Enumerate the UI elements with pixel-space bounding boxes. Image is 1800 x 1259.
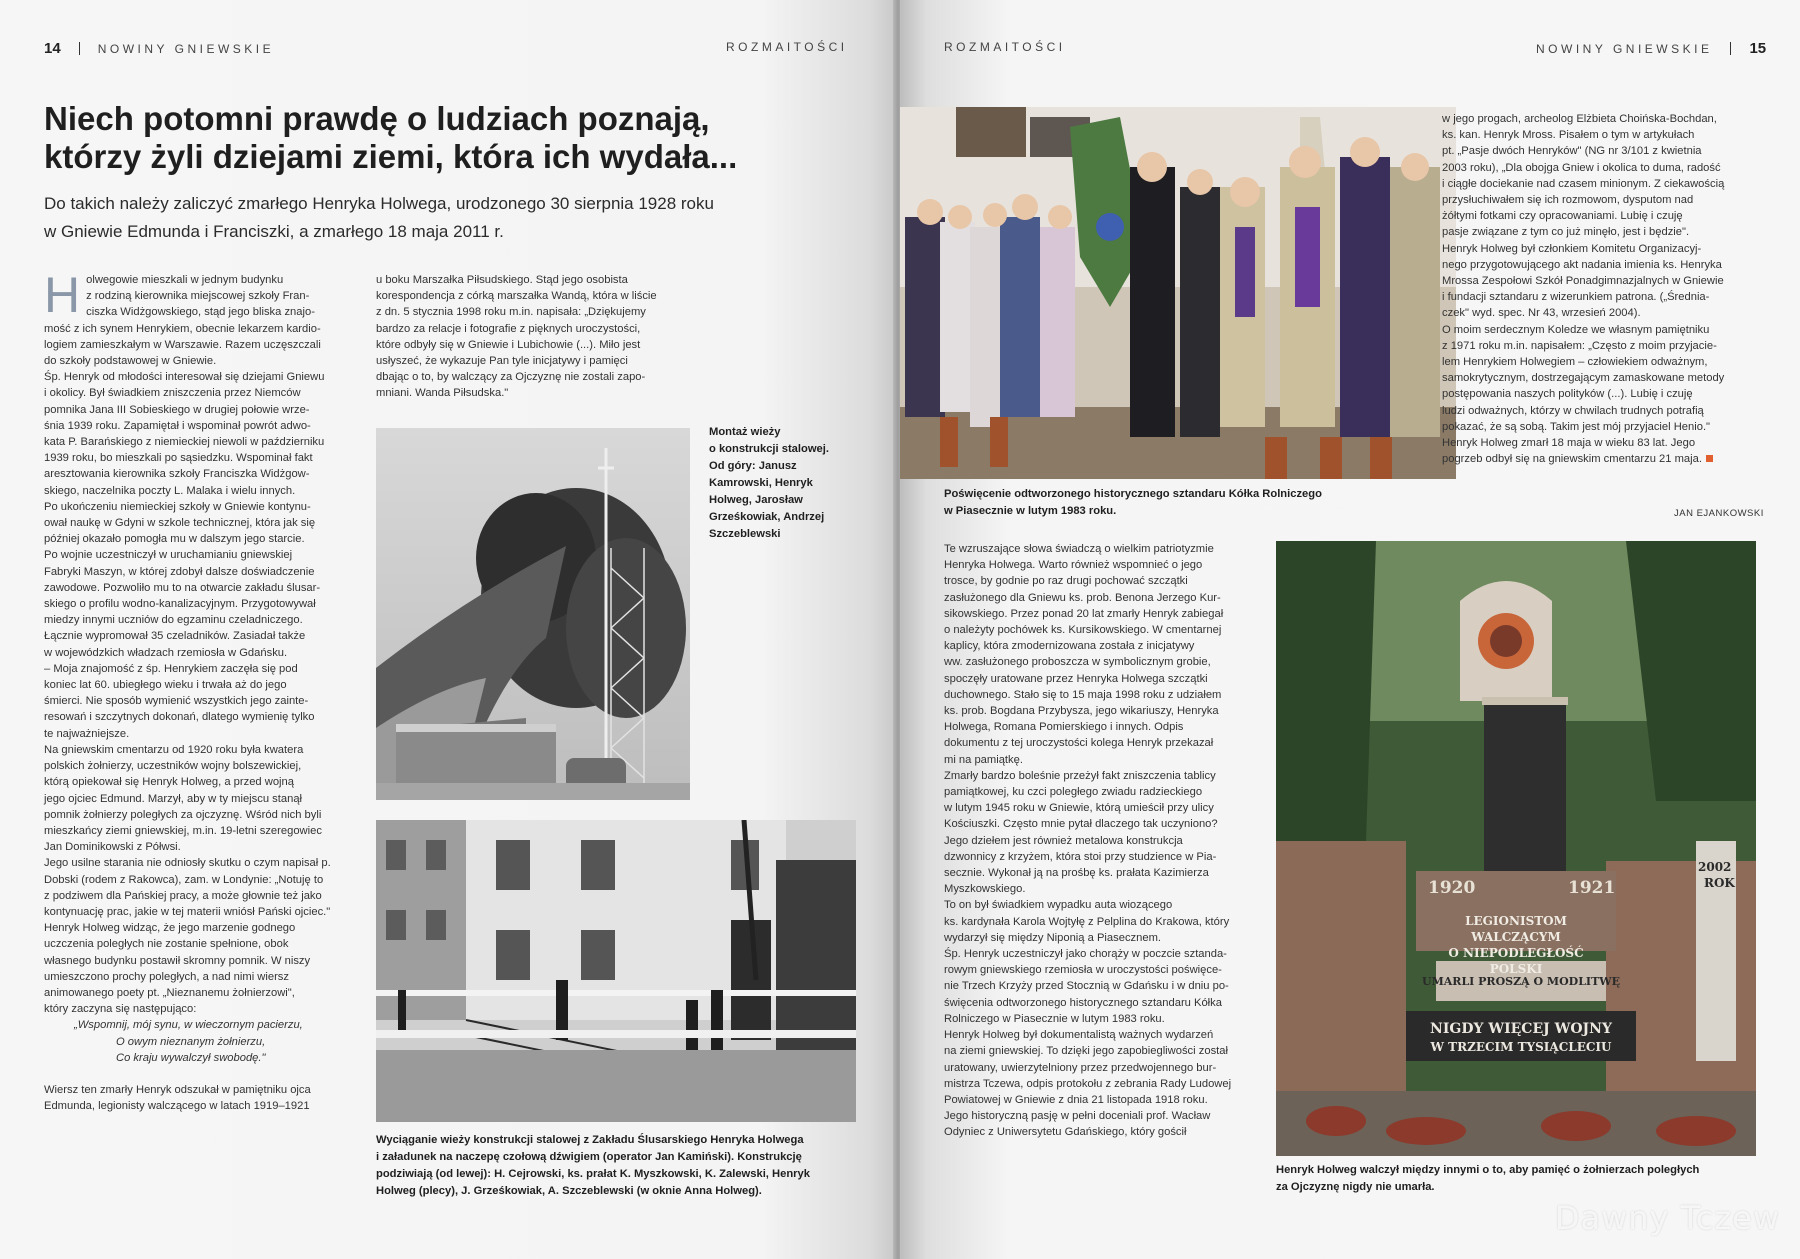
caption-loading [376, 1132, 866, 1200]
text-line: – Moja znajomość z śp. Henrykiem zaczęła się pod [44, 662, 298, 675]
text-line: Henryk Holweg był członkiem Komitetu Organizacyj- [1442, 242, 1702, 255]
section-label-left: ROZMAITOŚCI [726, 40, 848, 54]
monument-year-left: 1920 [1428, 878, 1476, 898]
text-line: ludzi odważnych, którzy w chwilach trudnych potrafią [1442, 404, 1704, 417]
text-line: Zmarły bardzo boleśnie przeżył fakt zniszczenia tablicy [944, 769, 1216, 782]
text-line: mi na pamiątkę. [944, 753, 1023, 766]
text-line: Na gniewskim cmentarzu od 1920 roku była kwatera [44, 743, 304, 756]
text-line: Henryk Holweg zmarł 18 maja w wieku 83 lat. Jego [1442, 437, 1696, 450]
text-line: uczczenia poległych nie zostanie spełnione, obok [44, 938, 289, 951]
text-line: pamiątkowej, ku czci poległego zwiadu radzieckiego [944, 786, 1203, 799]
column-text [944, 541, 1282, 1141]
monument-year-right: 1921 [1568, 878, 1616, 898]
article-lead [44, 190, 764, 246]
text-line: miedzy innymi uczniów do egzaminu czeladniczego. [44, 614, 303, 627]
text-line: mieszkańcy ziemi gniewskiej, m.in. 19-letni szeregowiec [44, 824, 322, 837]
headline-line-1: Niech potomni prawdę o ludziach poznają, [44, 100, 710, 137]
text-line: śmierci. Nie sposób wymienić wszystkich jego zainte- [44, 695, 309, 708]
text-line: ował naukę w Gdyni w szkole technicznej, która jak się [44, 517, 316, 530]
caption-monument [1276, 1162, 1766, 1196]
text-line: usłyszeć, że wykazuje Pan tyle inicjatywy i pamięci [376, 355, 628, 368]
page-number-left: 14 [44, 40, 61, 57]
text-line: lem Henrykiem Holwegiem – człowiekiem odważnym, [1442, 356, 1708, 369]
text-line: jego ojciec Edmund. Marzył, aby w ty miejscu stanął [44, 792, 303, 805]
text-line: aresztowania kierownika szkoły Franciszka Widżgow- [44, 468, 310, 481]
text-line: z 1971 roku m.in. napisałem: „Często z moim przyjacie- [1442, 339, 1717, 352]
text-line: który zaczyna się następująco: [44, 1003, 197, 1016]
text-line: dokumentu z tej uroczystości kolega Henryk przekazał [944, 737, 1214, 750]
text-line: koniec lat 60. ubiegłego wieku i trwała aż do jego [44, 679, 287, 692]
text-line: mość z ich synem Henrykiem, obecnie lekarzem kardio- [44, 322, 321, 335]
monument-plate-5: UMARLI PROSZĄ O MODLITWĘ [1422, 975, 1620, 988]
text-line: mistrza Tczewa, odpis protokołu z zebrania Rady Ludowej [944, 1077, 1232, 1090]
poem-line-2: O owym nieznanym żołnierzu, [116, 1035, 266, 1048]
text-line: wydarzył się między Niponią a Piasecznem. [944, 931, 1161, 944]
caption-lines [376, 1132, 866, 1200]
text-line: sikowskiego. Przez ponad 20 lat zmarły Henryk zabiegał [944, 607, 1224, 620]
page-number-right: 15 [1749, 40, 1767, 57]
text-line: pomnika Jana III Sobieskiego w drugiej połowie wrze- [44, 403, 310, 416]
text-line: pogrzeb odbył się na gniewskim cmentarzu 21 maja. [1442, 451, 1778, 467]
text-line: i ciągłe dociekanie nad czasem minionym. Z ciekawością [1442, 177, 1725, 190]
text-line: ks. kardynała Karola Wojtyłę z Pelplina do Krakowa, który [944, 915, 1230, 928]
text-line: nego przygotowującego akt nadania imienia ks. Henryka [1442, 258, 1722, 271]
text-line: pasje związane z tym co już minęło, jest i będzie". [1442, 226, 1690, 239]
text-line: Edmunda, legionisty walczącego w latach 1919–1921 [44, 1100, 310, 1113]
column-text [376, 272, 696, 402]
text-line: Holweg, Jarosław [709, 494, 803, 506]
text-line: ww. zasłużonego proboszcza w symbolicznym grobie, [944, 656, 1211, 669]
text-line: trosce, by godnie po raz drugi pochować szczątki [944, 575, 1188, 588]
text-line: z rodziną kierownika miejscowej szkoły Fran- [86, 290, 310, 303]
lead-line-1: Do takich należy zaliczyć zmarłego Henryka Holwega, urodzonego 30 sierpnia 1928 roku [44, 194, 714, 213]
text-line: dbając o to, by walczący za Ojczyznę nie zostali zapo- [376, 371, 646, 384]
right-column-top [1442, 111, 1778, 467]
text-line: i fundacji sztandaru z wizerunkiem patrona. („Średnia- [1442, 291, 1710, 304]
text-line: Holweg (plecy), J. Grześkowiak, A. Szczeblewski (w oknie Anna Holweg). [376, 1185, 762, 1197]
text-line: dzwonnicy z krzyżem, która stoi przy studzience w Pia- [944, 850, 1217, 863]
text-line: umieszczono prochy poległych, a nad nimi wiersz [44, 970, 289, 983]
text-line: i załadunek na naczepę czołową dźwigiem (operator Jan Kamiński). Konstrukcję [376, 1151, 802, 1163]
text-line: Wyciąganie wieży konstrukcji stalowej z Zakładu Ślusarskiego Henryka Holwega [376, 1134, 804, 1146]
text-line: skiego o profilu wodno-kanalizacyjnym. Przygotowywał [44, 598, 316, 611]
text-line: Rolniczego w Piasecznie w lutym 1983 roku. [944, 1012, 1165, 1025]
magazine-name-left: NOWINY GNIEWSKIE [97, 42, 275, 56]
text-line: Jego historyczną pasję w pełni doceniali prof. Wacław [944, 1110, 1211, 1123]
column-text [1442, 111, 1778, 467]
poem-line-3: Co kraju wywalczył swobodę." [116, 1051, 266, 1064]
text-line: na ziemi gniewskiej. To dzięki jego zapobiegliwości został [944, 1045, 1228, 1058]
text-line: żółtymi fotkami czy opracowaniami. Lubię i czuję [1442, 210, 1683, 223]
text-line: Powiatowej w Gniewie z dnia 21 listopada 1918 roku. [944, 1093, 1208, 1106]
text-line: duchownego. Stało się to 15 maja 1998 roku z udziałem [944, 688, 1222, 701]
left-column-1 [44, 267, 362, 1114]
text-line: pomnik żołnierzy poległych za ojczyznę. Wśród nich byli [44, 808, 322, 821]
text-line: skiego, naczelnika poczty L. Malaka i wielu innych. [44, 484, 296, 497]
text-line: święcenia odtworzonego historycznego sztandaru Kółka [944, 996, 1222, 1009]
text-line: Henryk Holweg był dokumentalistą ważnych wydarzeń [944, 1029, 1214, 1042]
text-line: spoczęły uratowane przez Henryka Holwega szczątki [944, 672, 1208, 685]
text-line: 1939 roku, bo mieszkali po sąsiedzku. Wspominał fakt [44, 452, 313, 465]
drop-cap: H [44, 267, 81, 323]
text-line: kaplicy, która zmodernizowana została z inicjatywy [944, 640, 1195, 653]
text-line: O moim serdecznym Koledze we własnym pamiętniku [1442, 323, 1710, 336]
text-line: rowym gniewskiego rzemiosła w uroczystości poświęce- [944, 964, 1222, 977]
text-line: Śp. Henryk uczestniczył jako chorąży w poczcie sztanda- [944, 948, 1227, 961]
text-line: Po wojnie uczestniczył w uruchamianiu gniewskiej [44, 549, 293, 562]
text-line: Dobski (rodem z Rakowca), zam. w Londynie: „Notuję to [44, 873, 324, 886]
text-line: którą opiekował się Henryk Holweg, a przed wojną [44, 776, 294, 789]
text-line: Myszkowskiego. [944, 883, 1026, 896]
text-line: i okolicy. Był świadkiem zniszczenia przez Niemców [44, 387, 301, 400]
text-line: 2003 roku), „Dla obojga Gniew i okolica to duma, radość [1442, 161, 1721, 174]
monument-plate-4: POLSKI [1489, 962, 1543, 976]
banner-consecration-photo [900, 107, 1456, 479]
column-text [44, 267, 362, 1017]
headline-line-2: którzy żyli dziejami ziemi, która ich wydała... [44, 138, 738, 175]
text-line: Szczeblewski [709, 528, 781, 540]
tower-construction-photo [376, 428, 690, 800]
text-line: kontynuację prac, jakie w tej materii wniósł Pański ojciec." [44, 905, 331, 918]
text-line: samokrytycznym, dostrzegającym zamaskowane metody [1442, 372, 1725, 385]
right-page [900, 0, 1800, 1259]
text-line: ks. prob. Bogdana Przybysza, jego wikariuszy, Henryka [944, 705, 1219, 718]
monument-side-rok: ROK [1704, 876, 1735, 890]
text-line: Henryk Holweg widząc, że jego marzenie godnego [44, 922, 296, 935]
text-line: uratowany, uwierzytelniony przez przedwojennego bur- [944, 1061, 1217, 1074]
text-line: podziwiają (od lewej): H. Cejrowski, ks. prałat K. Myszkowski, K. Zalewski, Henryk [376, 1168, 810, 1180]
text-line: To on był świadkiem wypadku auta wiozącego [944, 899, 1173, 912]
poem-line-1: „Wspomnij, mój synu, w wieczornym pacierzu, [74, 1019, 303, 1032]
left-column-2 [376, 272, 696, 402]
text-line: Odyniec z Uniwersytetu Gdańskiego, który gościł [944, 1126, 1187, 1139]
text-line: korespondencja z córką marszałka Wandą, która w liście [376, 290, 657, 303]
text-line: które odbyły się w Gniewie i Lubichowie (...). Miło jest [376, 338, 641, 351]
monument-plate-2: WALCZĄCYM [1471, 930, 1561, 944]
text-line: logiem zamieszkałym w Warszawie. Razem uczęszczali [44, 338, 321, 351]
text-line: u boku Marszałka Piłsudskiego. Stąd jego osobista [376, 274, 628, 286]
text-line: Fabryki Maszyn, w której zdobył dalsze doświadczenie [44, 565, 315, 578]
text-line: te najważniejsze. [44, 727, 130, 740]
text-line: bardzo za relacje i fotografie z pięknych uroczystości, [376, 322, 641, 335]
text-line: Kamrowski, Henryk [709, 477, 813, 489]
author-signature: JAN EJANKOWSKI [1674, 508, 1764, 519]
text-line: Łącznie wypromował 35 czeladników. Zasiadał także [44, 630, 306, 643]
header-divider [79, 42, 80, 55]
text-line: ciszka Widżgowskiego, stąd jego bliska znajo- [86, 306, 315, 319]
text-line: Montaż wieży [709, 426, 781, 438]
caption-tower [709, 424, 889, 543]
monument-plate-1: LEGIONISTOM [1465, 914, 1567, 928]
text-line: secznie. Wykonał ją na prośbę ks. prałata Kazimierza [944, 867, 1209, 880]
text-line: później okazało pomogła mu w dalszym jego starcie. [44, 533, 305, 546]
monument-plate-3: O NIEPODLEGŁOŚĆ [1448, 946, 1584, 960]
right-column-middle [944, 541, 1282, 1141]
article-headline [44, 100, 844, 176]
text-line: śnia 1939 roku. Zapamiętał i wspominał powrót adwo- [44, 419, 311, 432]
text-line: Jego usilne starania nie odniosły skutku o czym napisał p. [44, 857, 331, 870]
text-line: czek" wyd. spec. Nr 43, wrzesień 2004). [1442, 307, 1641, 320]
text-line: pokazać, że są sobą. Takim jest mój przyjaciel Henio." [1442, 420, 1711, 433]
text-line: przysłuchiwałem się ich rozmowom, dysputom nad [1442, 194, 1694, 207]
text-line: Henryk Holweg walczył między innymi o to, aby pamięć o żołnierzach poległych [1276, 1164, 1700, 1176]
text-line: w Piasecznie w lutym 1983 roku. [944, 505, 1117, 517]
text-line: Holwega, Romana Pomierskiego i innych. Odpis [944, 721, 1184, 734]
text-line: olwegowie mieszkali w jednym budynku [86, 274, 284, 286]
text-line: o należyty pochówek ks. Kursikowskiego. W cmentarnej [944, 624, 1222, 637]
watermark: Dawny Tczew [1554, 1199, 1780, 1237]
monument-side-year: 2002 [1698, 860, 1732, 874]
tower-loading-photo [376, 820, 856, 1122]
text-line: Henryka Holwega. Warto również wspomnieć o jego [944, 559, 1203, 572]
text-line: Śp. Henryk od młodości interesował się dziejami Gniewu [44, 371, 325, 384]
magazine-name-right: NOWINY GNIEWSKIE [1536, 42, 1713, 56]
text-line: do szkoły podstawowej w Gniewie. [44, 355, 217, 368]
caption-lines [709, 424, 889, 543]
caption-banner [944, 486, 1424, 520]
text-line: animowanego poety pt. „Nieznanemu żołnierzowi", [44, 986, 295, 999]
text-line: zawodowe. Pozwoliło mu to na otwarcie zakładu ślusar- [44, 581, 321, 594]
text-line: Jego dziełem jest również metalowa konstrukcja [944, 834, 1183, 847]
monument-plate-7: W TRZECIM TYSIĄCLECIU [1430, 1040, 1612, 1054]
text-line: w wojewódzkich władzach rzemiosła w Gdańsku. [44, 646, 288, 659]
text-line: Te wzruszające słowa świadczą o wielkim patriotyzmie [944, 543, 1214, 555]
caption-lines [944, 486, 1424, 520]
end-of-article-mark [1706, 455, 1713, 462]
text-line: za Ojczyznę nigdy nie umarła. [1276, 1181, 1435, 1193]
text-line: Mrossa Zespołowi Szkół Ponadgimnazjalnych w Gniewie [1442, 275, 1724, 288]
text-line: Kościuszki. Często mnie pytał dlaczego tak uczyniono? [944, 818, 1218, 831]
text-line: mniani. Wanda Piłsudska." [376, 387, 509, 400]
monument-plate-6: NIGDY WIĘCEJ WOJNY [1430, 1021, 1612, 1037]
column-text-end [44, 1082, 362, 1114]
text-line: Wiersz ten zmarły Henryk odszukał w pamiętniku ojca [44, 1083, 311, 1096]
text-line: kata P. Barańskiego z niemieckiej niewoli w październiku [44, 436, 325, 449]
text-line: z podziwem dla Pańskiej pracy, a może głownie też jako [44, 889, 322, 902]
text-line: własnego budynku postawił skromny pomnik. W niszy [44, 954, 311, 967]
text-line: z dn. 5 stycznia 1998 roku m.in. napisała: „Dziękujemy [376, 306, 646, 319]
text-line: pt. „Pasje dwóch Henryków" (NG nr 3/101 z kwietnia [1442, 145, 1702, 158]
text-line: nie Trzech Krzyży przed Stocznią w Gdańsku i w dniu po- [944, 980, 1229, 993]
text-line: Grześkowiak, Andrzej [709, 511, 825, 523]
text-line: Po ukończeniu niemieckiej szkoły w Gniewie kontynu- [44, 500, 311, 513]
section-label-right: ROZMAITOŚCI [944, 40, 1066, 54]
text-line: ks. kan. Henryk Mross. Pisałem o tym w artykułach [1442, 129, 1695, 142]
left-page [0, 0, 896, 1259]
caption-lines [1276, 1162, 1766, 1196]
text-line: o konstrukcji stalowej. [709, 443, 829, 455]
text-line: w jego progach, archeolog Elżbieta Choińska-Bochdan, [1442, 113, 1717, 125]
text-line: polskich żołnierzy, uczestników wojny bolszewickiej, [44, 760, 302, 773]
lead-line-2: w Gniewie Edmunda i Franciszki, a zmarłego 18 maja 2011 r. [44, 222, 504, 241]
header-divider [1730, 42, 1731, 55]
monument-photo [1276, 541, 1756, 1156]
text-line: Od góry: Janusz [709, 460, 797, 472]
text-line: zasłużonego dla Gniewu ks. prob. Benona Jerzego Kur- [944, 591, 1221, 604]
text-line: resowań i szczytnych dokonań, dlatego wymienię tylko [44, 711, 315, 724]
text-line: w lutym 1945 roku w Gniewie, którą umieścił przy ulicy [944, 802, 1214, 815]
text-line: Poświęcenie odtworzonego historycznego sztandaru Kółka Rolniczego [944, 488, 1322, 500]
text-line: Jan Dominikowski z Półwsi. [44, 841, 181, 854]
right-header [1536, 40, 1766, 57]
left-header [44, 40, 274, 57]
text-line: postępowania naszych polityków (...). Lubię i czuję [1442, 388, 1693, 401]
